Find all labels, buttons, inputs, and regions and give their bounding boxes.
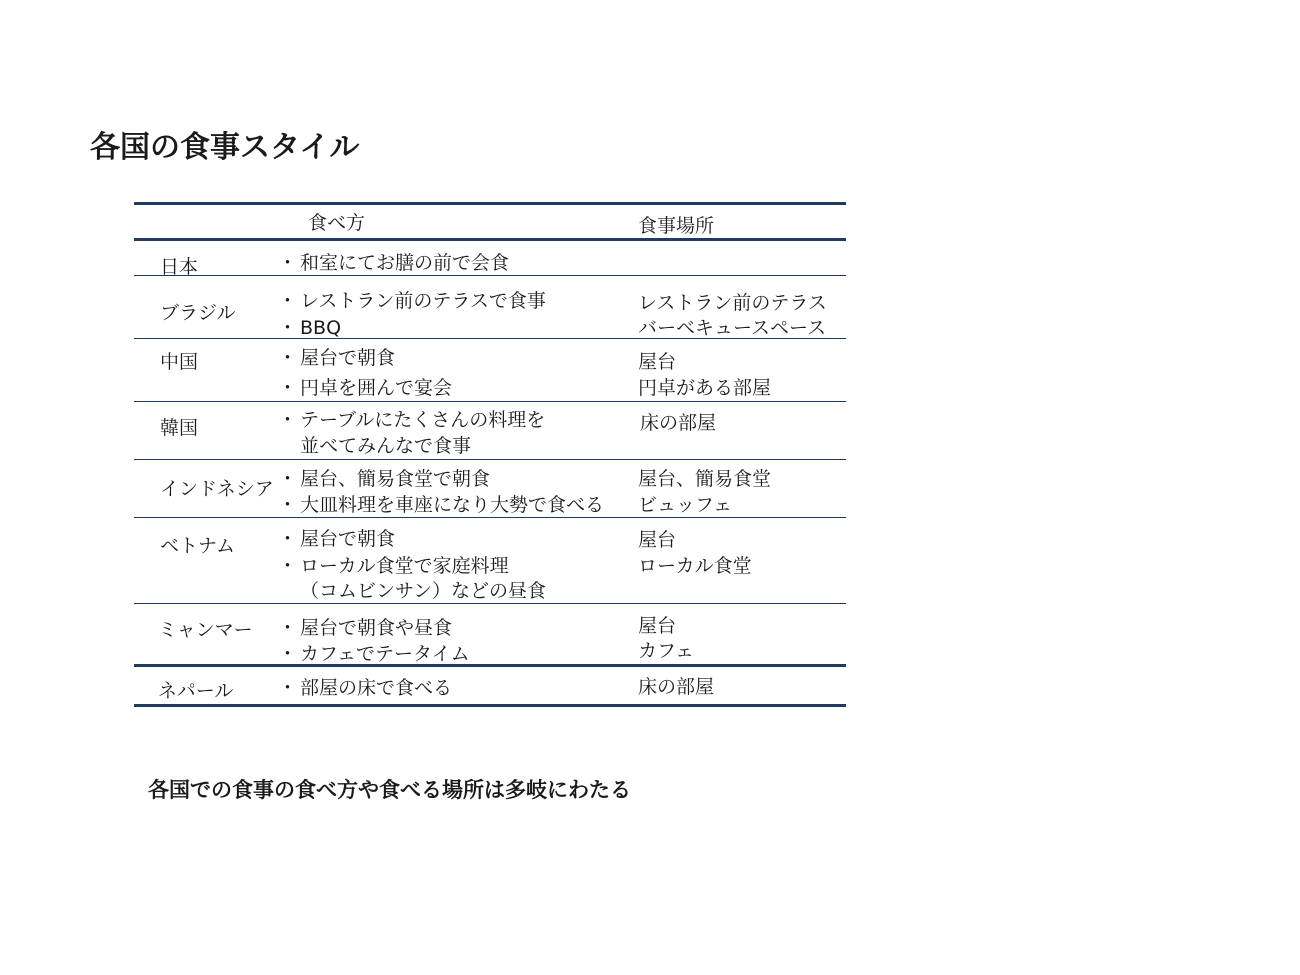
row-divider <box>134 664 846 667</box>
bullet-dot-icon: ・ <box>278 555 298 577</box>
conclusion-text: 各国での食事の食べ方や食べる場所は多岐にわたる <box>148 778 631 802</box>
header-method: 食べ方 <box>308 212 366 234</box>
country-label: 中国 <box>160 351 199 373</box>
place-item: カフェ <box>638 640 695 662</box>
bullet-dot-icon: ・ <box>278 643 298 665</box>
method-item: ・ 円卓を囲んで宴会 <box>278 373 452 400</box>
row-divider <box>134 401 846 402</box>
method-item: （コムビンサン）などの昼食 <box>300 580 547 602</box>
row-divider <box>134 459 846 460</box>
method-item: ・ 部屋の床で食べる <box>278 673 452 700</box>
row-divider <box>134 275 846 276</box>
slide-title: 各国の食事スタイル <box>90 130 360 165</box>
place-item: バーベキュースペース <box>638 317 827 339</box>
place-item: 屋台、簡易食堂 <box>638 468 772 490</box>
country-label: ネパール <box>158 680 234 702</box>
header-bottom-rule <box>134 238 846 241</box>
method-item: ・ レストラン前のテラスで食事 <box>278 286 546 313</box>
method-item: ・ 屋台で朝食 <box>278 343 395 370</box>
place-item: 円卓がある部屋 <box>638 377 772 399</box>
method-item: ・ カフェでテータイム <box>278 639 470 666</box>
country-label: ミャンマー <box>158 619 253 641</box>
place-item: レストラン前のテラス <box>638 292 827 314</box>
bullet-dot-icon: ・ <box>278 252 298 274</box>
method-item: ・ 和室にてお膳の前で会食 <box>278 248 509 275</box>
method-item: ・ ローカル食堂で家庭料理 <box>278 551 509 578</box>
method-item: ・ 屋台で朝食や昼食 <box>278 613 452 640</box>
place-item: 屋台 <box>638 615 677 637</box>
bullet-dot-icon: ・ <box>278 377 298 399</box>
bullet-dot-icon: ・ <box>278 290 298 312</box>
bullet-dot-icon: ・ <box>278 617 298 639</box>
header-place: 食事場所 <box>638 215 715 237</box>
row-divider <box>134 517 846 518</box>
row-divider <box>134 603 846 604</box>
method-item: 並べてみんなで食事 <box>300 435 472 457</box>
bullet-dot-icon: ・ <box>278 528 298 550</box>
bullet-dot-icon: ・ <box>278 494 298 516</box>
method-item: ・ 大皿料理を車座になり大勢で食べる <box>278 490 604 517</box>
country-label: インドネシア <box>160 478 274 500</box>
bullet-dot-icon: ・ <box>278 409 298 431</box>
place-item: 屋台 <box>638 351 677 373</box>
country-label: ブラジル <box>160 302 236 324</box>
country-label: ベトナム <box>160 535 236 557</box>
place-item: ビュッフェ <box>638 494 733 516</box>
place-item: 床の部屋 <box>640 412 717 434</box>
table-bottom-rule <box>134 704 846 707</box>
place-item: ローカル食堂 <box>638 555 752 577</box>
country-label: 日本 <box>160 256 199 278</box>
bullet-dot-icon: ・ <box>278 677 298 699</box>
table-top-rule <box>134 202 846 205</box>
bullet-dot-icon: ・ <box>278 347 298 369</box>
method-item: ・ BBQ <box>278 313 341 340</box>
country-label: 韓国 <box>160 417 199 439</box>
place-item: 屋台 <box>638 529 677 551</box>
bullet-dot-icon: ・ <box>278 317 298 339</box>
method-item: ・ テーブルにたくさんの料理を <box>278 405 545 432</box>
place-item: 床の部屋 <box>638 676 715 698</box>
method-item: ・ 屋台、簡易食堂で朝食 <box>278 464 490 491</box>
bullet-dot-icon: ・ <box>278 468 298 490</box>
method-item: ・ 屋台で朝食 <box>278 524 395 551</box>
